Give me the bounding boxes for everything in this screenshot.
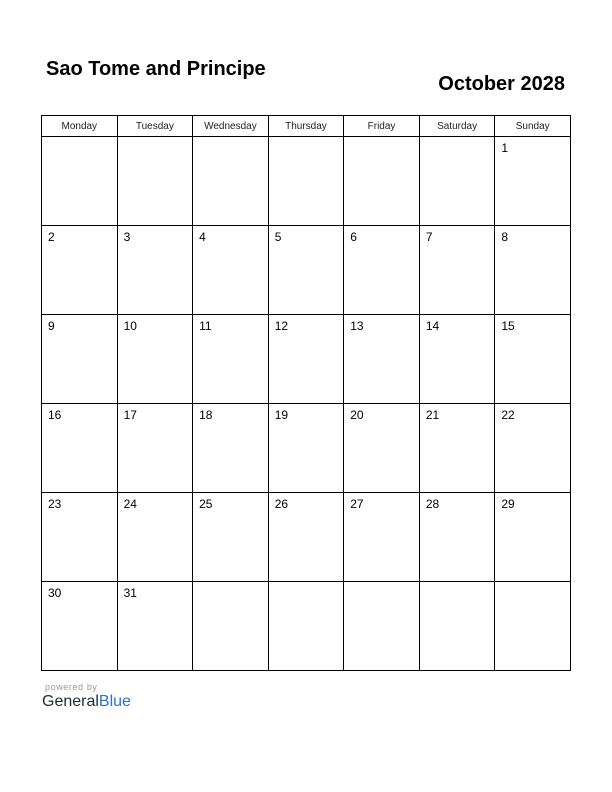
day-cell [268, 404, 344, 493]
day-cell [268, 315, 344, 404]
day-cell [344, 404, 420, 493]
day-cell [193, 137, 269, 226]
day-number: 3 [123, 230, 131, 244]
day-cell [495, 137, 571, 226]
week-row [42, 493, 571, 582]
day-number: 1 [501, 141, 509, 155]
day-cell [42, 315, 118, 404]
day-cell [344, 226, 420, 315]
day-number [495, 582, 570, 586]
week-row [42, 315, 571, 404]
week-row [42, 404, 571, 493]
weekday-header: Tuesday [117, 116, 193, 137]
calendar-grid [41, 115, 571, 671]
day-number: 23 [48, 497, 62, 511]
day-number: 5 [274, 230, 282, 244]
brand-general: General [42, 693, 99, 710]
weekday-header: Thursday [268, 116, 344, 137]
day-cell [419, 493, 495, 582]
day-cell [268, 137, 344, 226]
day-number: 11 [199, 319, 212, 333]
week-row [42, 582, 571, 671]
day-cell [495, 404, 571, 493]
day-cell [419, 226, 495, 315]
day-cell [117, 315, 193, 404]
day-number: 30 [48, 586, 62, 600]
day-cell [419, 315, 495, 404]
day-cell [495, 226, 571, 315]
weekday-header: Monday [42, 116, 118, 137]
day-cell [117, 137, 193, 226]
day-cell [268, 226, 344, 315]
day-cell [42, 582, 118, 671]
day-cell [117, 404, 193, 493]
day-number [193, 137, 268, 141]
day-cell [419, 137, 495, 226]
day-number: 24 [123, 497, 137, 511]
day-number: 31 [123, 586, 137, 600]
day-cell [193, 582, 269, 671]
day-number [193, 582, 268, 586]
generalblue-logo [42, 693, 131, 711]
day-cell [42, 404, 118, 493]
week-row [42, 226, 571, 315]
day-number [269, 137, 344, 141]
day-number [42, 137, 117, 141]
weekday-header: Sunday [495, 116, 571, 137]
day-number: 7 [425, 230, 433, 244]
day-cell [268, 582, 344, 671]
month-year-title: October 2028 [438, 73, 565, 95]
day-number [420, 137, 495, 141]
day-number [269, 582, 344, 586]
day-cell [42, 137, 118, 226]
weekday-header: Saturday [419, 116, 495, 137]
day-number: 10 [123, 319, 137, 333]
weekday-header: Friday [344, 116, 420, 137]
day-cell [495, 315, 571, 404]
day-number: 12 [274, 319, 289, 333]
day-number: 9 [48, 319, 55, 333]
day-number [344, 582, 419, 586]
day-cell [268, 493, 344, 582]
day-cell [495, 582, 571, 671]
day-cell [42, 493, 118, 582]
day-number: 18 [199, 408, 213, 422]
day-cell [495, 493, 571, 582]
day-cell [419, 582, 495, 671]
day-number: 26 [274, 497, 289, 511]
brand-blue: Blue [98, 693, 131, 710]
day-number: 25 [199, 497, 213, 511]
country-title: Sao Tome and Principe [46, 58, 266, 80]
day-number: 13 [350, 319, 364, 333]
week-row [42, 137, 571, 226]
day-number: 22 [501, 408, 515, 422]
day-cell [193, 404, 269, 493]
day-number: 29 [501, 497, 515, 511]
day-number: 4 [199, 230, 206, 244]
day-number: 6 [350, 230, 357, 244]
day-number: 16 [48, 408, 62, 422]
weekday-header: Wednesday [193, 116, 269, 137]
day-number: 8 [501, 230, 509, 244]
day-cell [42, 226, 118, 315]
day-number: 28 [425, 497, 440, 511]
day-cell [193, 315, 269, 404]
day-number: 19 [274, 408, 289, 422]
day-number [344, 137, 419, 141]
day-cell [193, 226, 269, 315]
day-cell [117, 226, 193, 315]
day-number: 21 [425, 408, 440, 422]
day-cell [344, 315, 420, 404]
day-number [118, 137, 193, 141]
day-number: 2 [48, 230, 55, 244]
day-number: 14 [425, 319, 440, 333]
day-cell [419, 404, 495, 493]
powered-by-label: powered by [45, 682, 98, 692]
day-number: 27 [350, 497, 364, 511]
day-cell [117, 582, 193, 671]
day-cell [344, 493, 420, 582]
day-number: 17 [123, 408, 137, 422]
day-number: 15 [501, 319, 515, 333]
day-number [420, 582, 495, 586]
day-cell [344, 137, 420, 226]
day-cell [344, 582, 420, 671]
weekday-header-row [42, 116, 571, 137]
day-number: 20 [350, 408, 364, 422]
day-cell [193, 493, 269, 582]
day-cell [117, 493, 193, 582]
